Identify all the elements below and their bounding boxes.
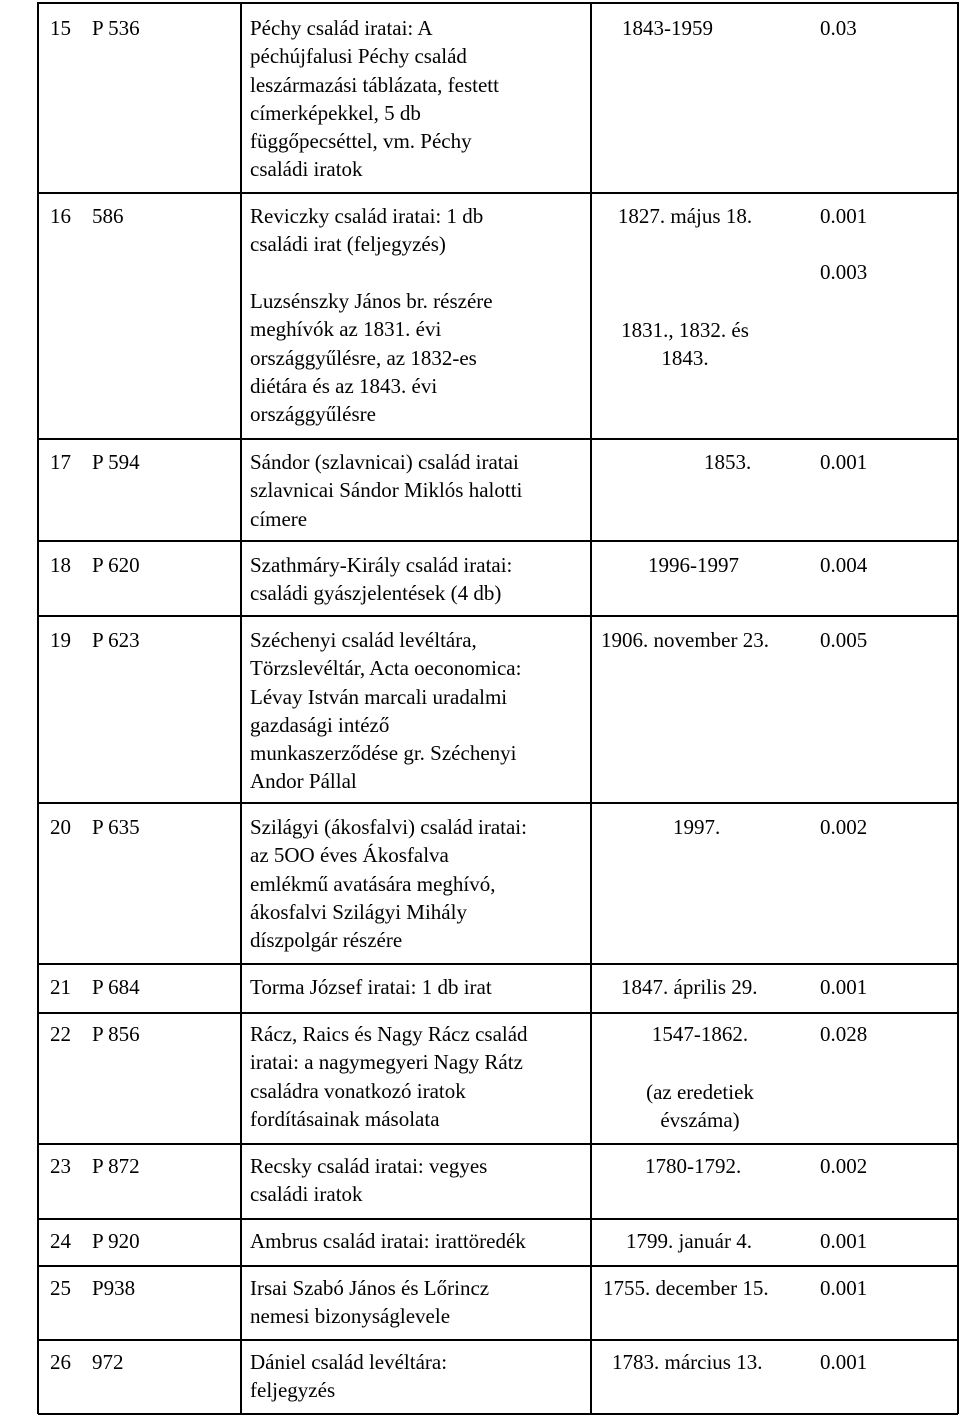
record-date: 1906. november 23. <box>601 628 769 652</box>
record-size: 0.001 <box>820 1229 868 1253</box>
record-size: 0.002 <box>820 1154 868 1178</box>
row-number: 24 <box>50 1229 71 1253</box>
record-description: Reviczky család iratai: 1 db családi irat (feljegyzés) <box>250 204 484 257</box>
record-date: 1783. március 13. <box>612 1350 763 1374</box>
row-border <box>38 963 958 965</box>
record-size: 0.001 <box>820 1350 868 1374</box>
column-border <box>957 2 959 1414</box>
record-date: 1847. április 29. <box>621 975 758 999</box>
record-date: 1547-1862. <box>651 1022 749 1046</box>
record-signature: P 872 <box>92 1154 140 1178</box>
record-size: 0.004 <box>820 553 868 577</box>
column-border <box>37 2 39 1414</box>
row-number: 15 <box>50 16 71 40</box>
row-border <box>38 1012 958 1014</box>
row-number: 23 <box>50 1154 71 1178</box>
row-number: 26 <box>50 1350 71 1374</box>
record-description: Recsky család iratai: vegyes családi iratok <box>250 1154 488 1207</box>
row-border <box>38 615 958 617</box>
record-signature: P 856 <box>92 1022 140 1046</box>
record-description: Dániel család levéltára: feljegyzés <box>250 1350 448 1403</box>
row-number: 18 <box>50 553 71 577</box>
row-border <box>38 1413 958 1415</box>
record-date-secondary: 1831., 1832. és 1843. <box>621 318 749 371</box>
record-description: Torma József iratai: 1 db irat <box>250 975 492 999</box>
row-number: 17 <box>50 450 71 474</box>
row-number: 19 <box>50 628 71 652</box>
record-size: 0.028 <box>820 1022 868 1046</box>
record-size: 0.005 <box>820 628 868 652</box>
record-description: Péchy család iratai: A péchújfalusi Péchy család leszármazási táblázata, festett címerképekkel, 5 db függőpecséttel, vm. Péchy családi iratok <box>250 16 499 182</box>
row-border <box>38 1143 958 1145</box>
record-date: 1853. <box>704 450 752 474</box>
record-signature: P 536 <box>92 16 140 40</box>
record-size: 0.002 <box>820 815 868 839</box>
record-date: 1799. január 4. <box>626 1229 752 1253</box>
record-signature: 972 <box>92 1350 124 1374</box>
record-size: 0.001 <box>820 1276 868 1300</box>
record-date: 1843-1959 <box>622 16 713 40</box>
record-date: 1755. december 15. <box>603 1276 769 1300</box>
record-date: 1996-1997 <box>648 553 739 577</box>
record-description: Ambrus család iratai: irattöredék <box>250 1229 526 1253</box>
record-signature: 586 <box>92 204 124 228</box>
record-description: Szathmáry-Király család iratai: családi gyászjelentések (4 db) <box>250 553 513 606</box>
record-description: Széchenyi család levéltára, Törzslevéltár, Acta oeconomica: Lévay István marcali uradalmi gazdasági intéző munkaszerződése gr. Széchenyi Andor Pállal <box>250 628 522 794</box>
row-border <box>38 2 958 4</box>
record-date: 1827. május 18. <box>617 204 753 228</box>
record-signature: P 684 <box>92 975 140 999</box>
record-size: 0.001 <box>820 975 868 999</box>
record-size: 0.03 <box>820 16 857 40</box>
record-signature: P 620 <box>92 553 140 577</box>
record-size: 0.001 <box>820 204 868 228</box>
row-number: 16 <box>50 204 71 228</box>
column-border <box>240 2 242 1414</box>
record-description: Rácz, Raics és Nagy Rácz család iratai: a nagymegyeri Nagy Rátz családra vonatkozó iratok fordításainak másolata <box>250 1022 528 1131</box>
row-border <box>38 540 958 542</box>
row-border <box>38 1265 958 1267</box>
record-date-note: (az eredetiek évszáma) <box>646 1080 754 1133</box>
record-date: 1780-1792. <box>645 1154 742 1178</box>
record-description: Szilágyi (ákosfalvi) család iratai: az 5OO éves Ákosfalva emlékmű avatására meghívó, ákosfalvi Szilágyi Mihály díszpolgár részére <box>250 815 527 953</box>
row-number: 20 <box>50 815 71 839</box>
record-description: Irsai Szabó János és Lőrincz nemesi bizonyságlevele <box>250 1276 490 1329</box>
row-border <box>38 438 958 440</box>
row-number: 21 <box>50 975 71 999</box>
record-signature: P938 <box>92 1276 136 1300</box>
record-description-secondary: Luzsénszky János br. részére meghívók az 1831. évi országgyűlésre, az 1832-es diétára és az 1843. évi országgyűlésre <box>250 289 493 427</box>
record-size: 0.001 <box>820 450 868 474</box>
record-signature: P 920 <box>92 1229 140 1253</box>
record-size-secondary: 0.003 <box>820 260 868 284</box>
row-border <box>38 802 958 804</box>
row-number: 25 <box>50 1276 71 1300</box>
row-number: 22 <box>50 1022 71 1046</box>
row-border <box>38 1218 958 1220</box>
record-signature: P 623 <box>92 628 140 652</box>
row-border <box>38 1339 958 1341</box>
record-signature: P 594 <box>92 450 140 474</box>
record-description: Sándor (szlavnicai) család iratai szlavnicai Sándor Miklós halotti címere <box>250 450 523 531</box>
record-date: 1997. <box>673 815 721 839</box>
row-border <box>38 192 958 194</box>
record-signature: P 635 <box>92 815 140 839</box>
